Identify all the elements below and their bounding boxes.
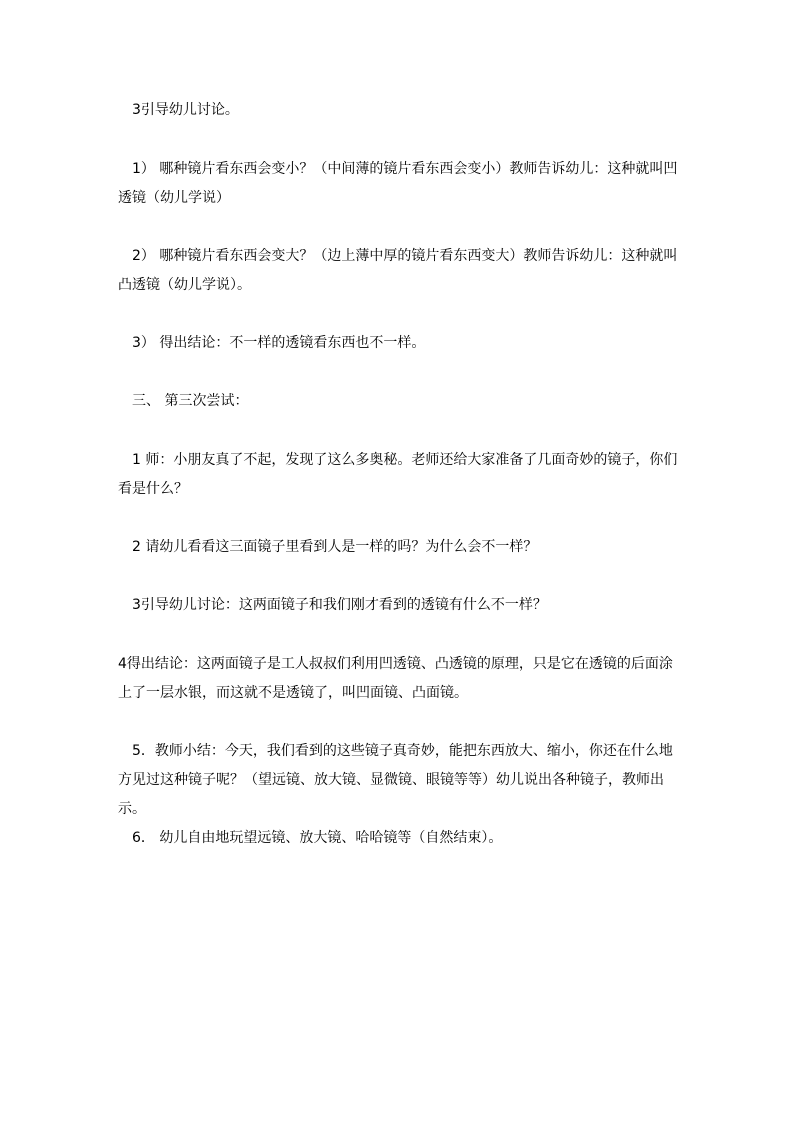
- paragraph-discuss-mirrors: 3引导幼儿讨论：这两面镜子和我们刚才看到的透镜有什么不一样？: [118, 597, 547, 613]
- paragraph-conclusion: 3） 得出结论：不一样的透镜看东西也不一样。: [118, 335, 426, 351]
- paragraph-concave-lens: 1） 哪种镜片看东西会变小？（中间薄的镜片看东西会变小）教师告诉幼儿：这种就叫凹透镜（幼儿学说）: [118, 161, 678, 206]
- paragraph-convex-lens: 2） 哪种镜片看东西会变大？（边上薄中厚的镜片看东西变大）教师告诉幼儿：这种就叫凸透镜（幼儿学说）。: [118, 248, 678, 293]
- paragraph-free-play: 6． 幼儿自由地玩望远镜、放大镜、哈哈镜等（自然结束）。: [118, 830, 503, 846]
- paragraph-step3-guide-discussion: 3引导幼儿讨论。: [118, 102, 239, 118]
- paragraph-mirror-conclusion: 4得出结论：这两面镜子是工人叔叔们利用凹透镜、凸透镜的原理，只是它在透镜的后面涂上了一层水银，而这就不是透镜了，叫凹面镜、凸面镜。: [118, 656, 673, 701]
- paragraph-teacher-mirrors: 1 师：小朋友真了不起，发现了这么多奥秘。老师还给大家准备了几面奇妙的镜子，你们看是什么？: [118, 452, 678, 497]
- section-heading-third-attempt: 三、 第三次尝试：: [118, 393, 249, 409]
- paragraph-look-in-mirrors: 2 请幼儿看看这三面镜子里看到人是一样的吗？为什么会不一样？: [118, 539, 538, 555]
- paragraph-teacher-summary: 5．教师小结：今天，我们看到的这些镜子真奇妙，能把东西放大、缩小，你还在什么地方见过这种镜子呢？（望远镜、放大镜、显微镜、眼镜等等）幼儿说出各种镜子，教师出示。: [118, 743, 673, 817]
